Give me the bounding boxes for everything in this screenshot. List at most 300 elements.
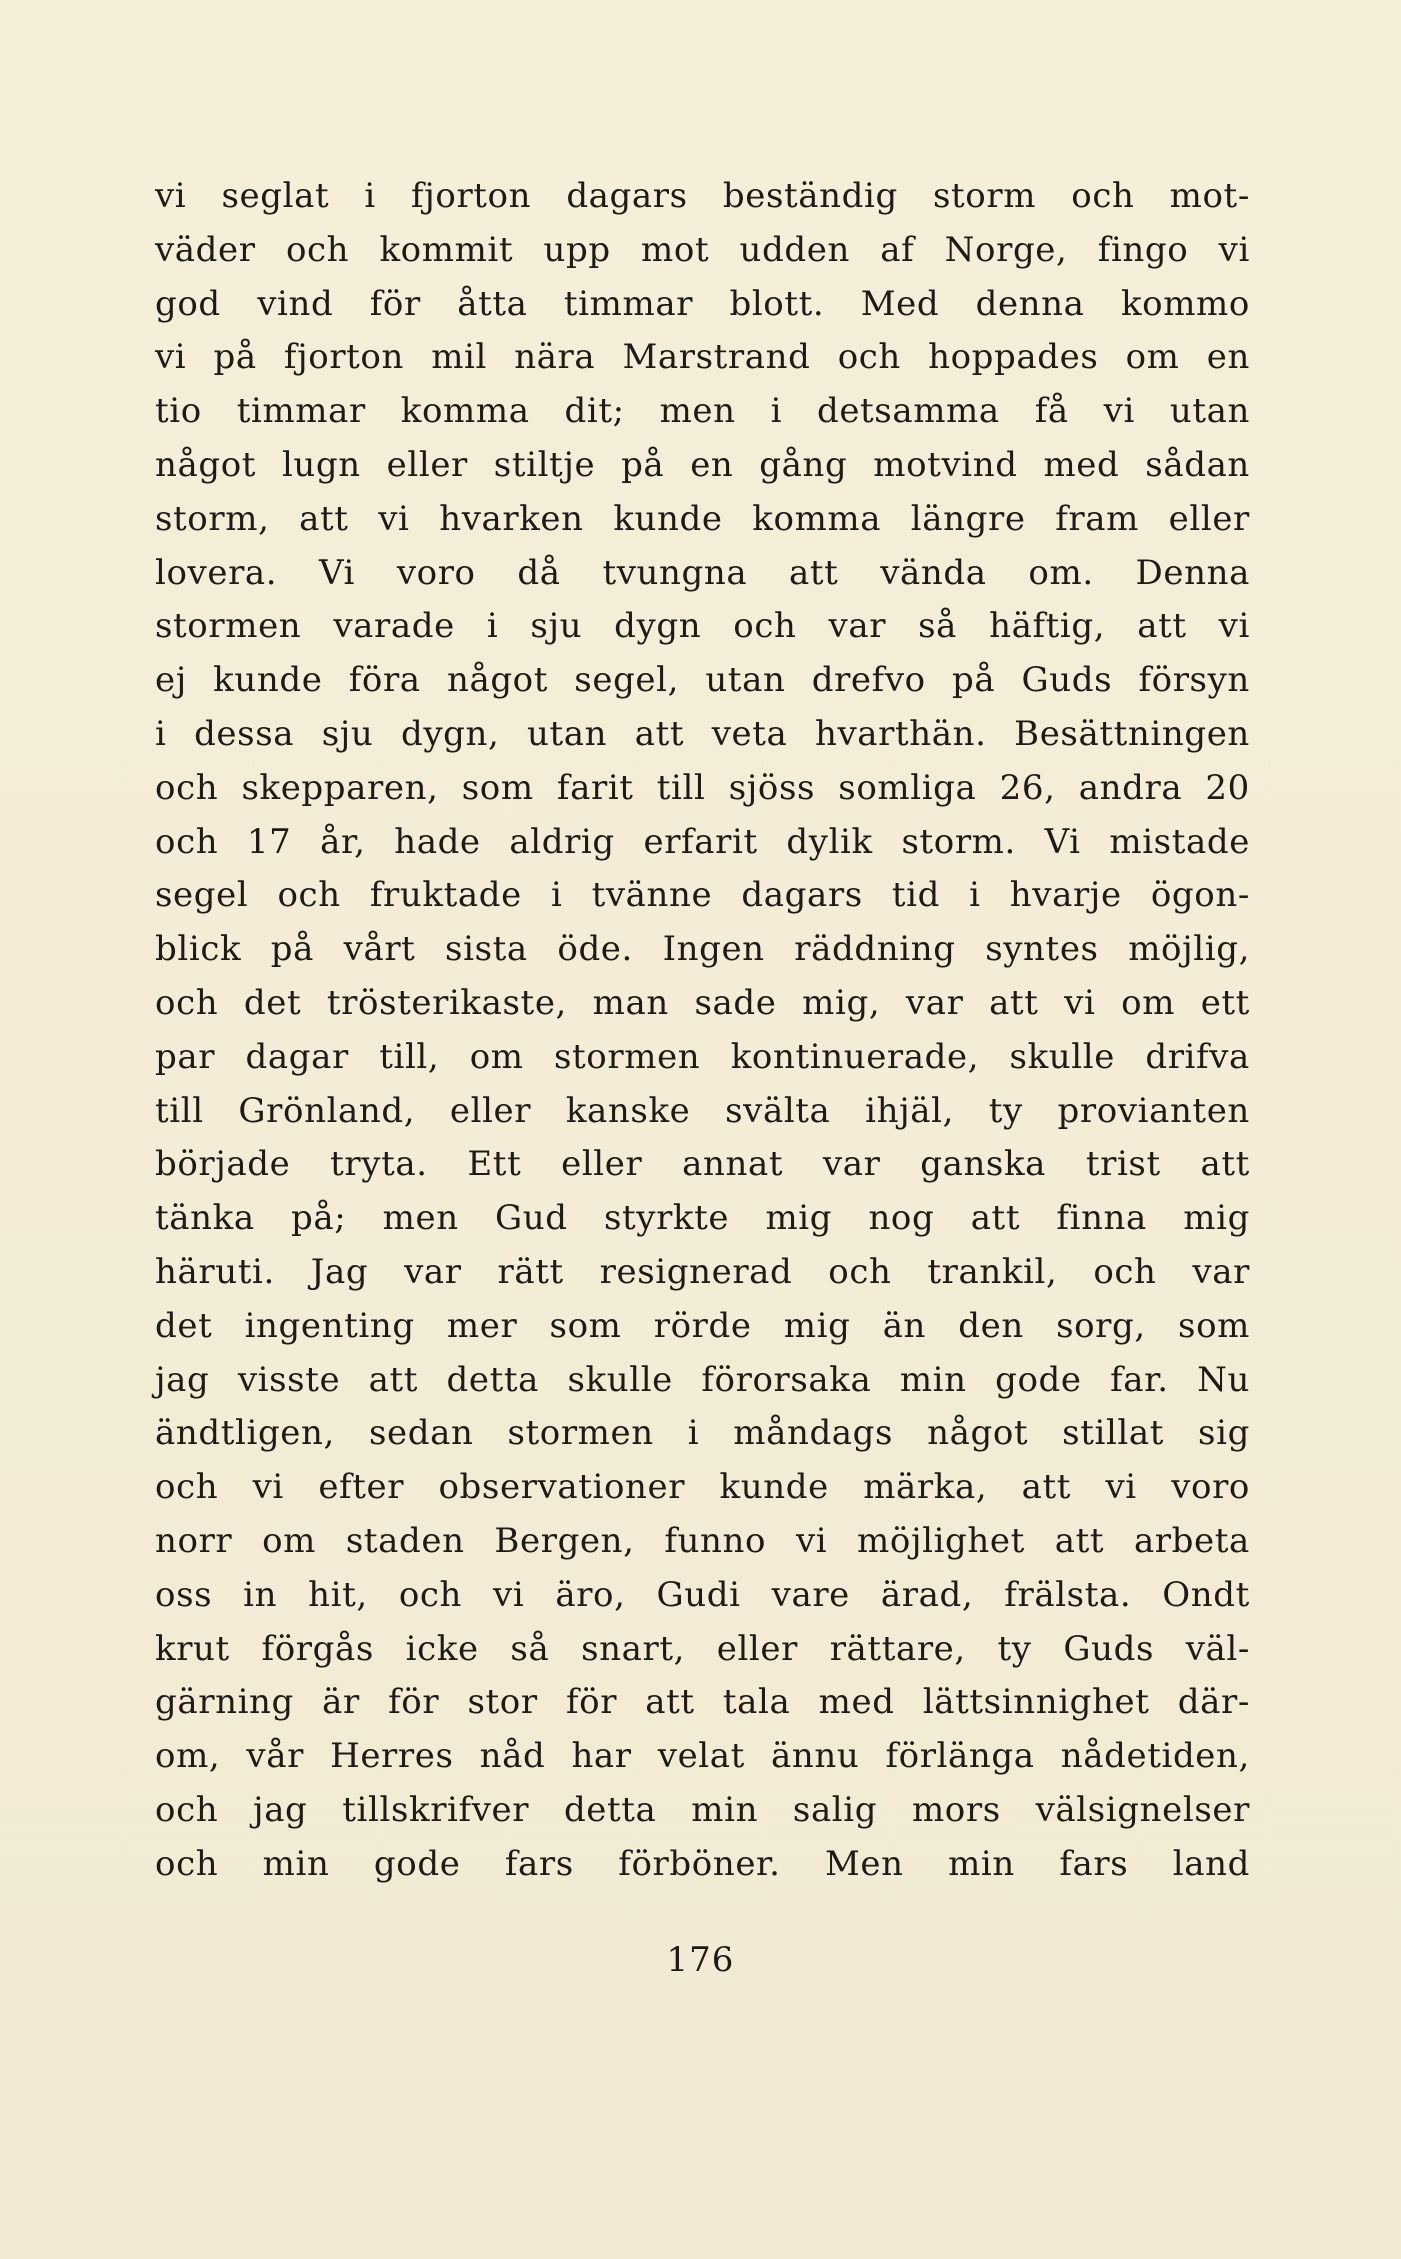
text-line (155, 1838, 1250, 1892)
word: nåd (479, 1736, 546, 1777)
word: och (285, 229, 350, 270)
word: år, (320, 821, 366, 862)
word: att (645, 1682, 695, 1723)
word: utan (705, 660, 786, 701)
word: ännu (771, 1736, 860, 1777)
word: vi (155, 337, 187, 378)
word: märka, (863, 1467, 988, 1508)
word: voro (396, 552, 476, 593)
word: vi (252, 1467, 284, 1508)
word: vi (795, 1520, 828, 1561)
word: stormen (554, 1036, 701, 1077)
word: i (550, 875, 563, 916)
word: dagars (566, 176, 688, 216)
word: somliga (838, 767, 977, 808)
word: lugn (281, 444, 361, 485)
word: är (322, 1682, 360, 1723)
word: mig (1183, 1198, 1250, 1239)
word: vi (155, 176, 187, 216)
word: dagars (741, 875, 863, 916)
text-line (155, 1784, 1250, 1838)
word: där- (1177, 1682, 1250, 1723)
word: veta (711, 713, 788, 754)
text-line (155, 1085, 1250, 1139)
word: längre (910, 498, 1026, 539)
word: sorg, (1056, 1305, 1146, 1346)
word: så (918, 606, 958, 647)
text-line (155, 1676, 1250, 1730)
word: Herres (330, 1736, 454, 1777)
body-text (155, 170, 1250, 1892)
word: mot- (1169, 176, 1250, 216)
word: varade (333, 606, 455, 647)
word: Ondt (1162, 1574, 1250, 1615)
word: ett (1200, 982, 1250, 1023)
word: finna (1056, 1198, 1147, 1239)
word: dygn, (400, 713, 500, 754)
word: segel, (574, 660, 680, 701)
word: än (882, 1305, 927, 1346)
word: för (565, 1682, 618, 1723)
word: vända (880, 552, 987, 593)
word: äro, (555, 1574, 626, 1615)
word: i (486, 606, 499, 647)
word: sade (694, 982, 777, 1023)
word: vi (1105, 1467, 1137, 1508)
word: sådan (1145, 444, 1250, 485)
word: i (969, 875, 981, 916)
text-line (155, 1138, 1250, 1192)
word: upp (543, 229, 611, 270)
word: beständig (722, 176, 898, 216)
word: eller (1168, 498, 1250, 539)
word: kommo (1120, 283, 1250, 324)
word: om, (155, 1736, 221, 1777)
word: fruktade (369, 875, 522, 916)
word: något (155, 444, 257, 485)
word: var (828, 606, 887, 647)
text-line (155, 1730, 1250, 1784)
word: far. (1110, 1359, 1169, 1400)
word: ögon- (1150, 875, 1250, 916)
text-line (155, 493, 1250, 547)
word: sju (321, 713, 374, 754)
word: något (446, 660, 549, 701)
word: och (1093, 1251, 1157, 1292)
word: gärning (155, 1682, 294, 1723)
word: en (1206, 337, 1250, 378)
word: något (927, 1413, 1029, 1454)
word: drifva (1145, 1036, 1250, 1077)
word: att (368, 1359, 419, 1400)
text-line (155, 331, 1250, 385)
word: detta (563, 1789, 657, 1830)
word: farit (556, 767, 634, 808)
word: och (155, 982, 219, 1023)
word: Guds (1063, 1628, 1154, 1669)
word: i (770, 391, 783, 432)
word: gode (995, 1359, 1082, 1400)
word: storm. (901, 821, 1016, 862)
word: hit, (308, 1574, 368, 1615)
text-line (155, 439, 1250, 493)
text-line (155, 278, 1250, 332)
word: ganska (920, 1144, 1047, 1185)
word: stormen (507, 1413, 654, 1454)
word: salig (792, 1789, 878, 1830)
word: sedan (368, 1413, 474, 1454)
word: sjöss (728, 767, 816, 808)
word: häftig, (989, 606, 1106, 647)
text-line (155, 869, 1250, 923)
word: det (155, 1305, 213, 1346)
word: med (818, 1682, 895, 1723)
word: dylik (786, 821, 873, 862)
word: väl- (1185, 1628, 1250, 1669)
word: eller (386, 444, 468, 485)
text-line (155, 1031, 1250, 1085)
word: till, (379, 1036, 440, 1077)
word: trösterikaste, (326, 982, 567, 1023)
word: till (155, 1090, 204, 1131)
text-line (155, 547, 1250, 601)
word: en (690, 444, 734, 485)
word: seglat (221, 176, 330, 216)
word: norr (155, 1520, 233, 1561)
word: förböner. (618, 1843, 781, 1884)
word: motvind (873, 444, 1018, 485)
word: sju (530, 606, 583, 647)
text-line (155, 170, 1250, 224)
word: mors (911, 1789, 1001, 1830)
word: fars (504, 1843, 574, 1884)
word: ej (155, 660, 187, 701)
word: tvungna (602, 552, 748, 593)
word: ingenting (244, 1305, 415, 1346)
word: vi (1103, 391, 1135, 432)
word: 26, (999, 767, 1056, 808)
word: dagar (245, 1036, 349, 1077)
word: måndags (733, 1413, 894, 1454)
word: fjorton (411, 176, 532, 216)
word: mig (783, 1305, 851, 1346)
word: mer (446, 1305, 518, 1346)
word: vind (257, 283, 334, 324)
word: mig (765, 1198, 833, 1239)
word: dessa (194, 713, 295, 754)
word: blick (155, 929, 242, 970)
word: Guds (1021, 660, 1113, 701)
word: Ingen (662, 929, 765, 970)
word: att (1200, 1144, 1250, 1185)
word: och (1071, 176, 1135, 216)
word: eller (716, 1628, 798, 1669)
word: kunde (719, 1467, 829, 1508)
word: om (469, 1036, 524, 1077)
word: Jag (310, 1251, 369, 1292)
word: min (262, 1843, 330, 1884)
word: erfarit (643, 821, 758, 862)
word: hvarthän. (814, 713, 987, 754)
word: ändtligen, (155, 1413, 335, 1454)
word: föra (348, 660, 421, 701)
word: och (828, 1251, 892, 1292)
word: Ett (467, 1144, 522, 1185)
word: andra (1078, 767, 1183, 808)
text-line (155, 1623, 1250, 1677)
word: ty (988, 1090, 1023, 1131)
word: resignerad (599, 1251, 793, 1292)
text-line (155, 1354, 1250, 1408)
text-line (155, 1192, 1250, 1246)
word: som (1178, 1305, 1250, 1346)
word: lättsinnighet (922, 1682, 1150, 1723)
word: stillat (1062, 1413, 1165, 1454)
word: kunde (613, 498, 723, 539)
word: utan (527, 713, 608, 754)
word: tala (722, 1682, 791, 1723)
word: trankil, (927, 1251, 1058, 1292)
word: mistade (1109, 821, 1250, 862)
word: Men (825, 1843, 904, 1884)
word: på; (291, 1198, 347, 1239)
word: par (155, 1036, 216, 1077)
word: utan (1169, 391, 1250, 432)
word: eller (449, 1090, 532, 1131)
word: att (1137, 606, 1187, 647)
word: har (571, 1736, 632, 1777)
word: och (277, 875, 341, 916)
word: drefvo (811, 660, 926, 701)
word: åtta (457, 283, 528, 324)
word: mig, (802, 982, 881, 1023)
word: att (299, 498, 349, 539)
word: som (461, 767, 534, 808)
word: Besättningen (1014, 713, 1250, 754)
word: Gudi (656, 1574, 741, 1615)
text-line (155, 762, 1250, 816)
word: jag (155, 1359, 210, 1400)
word: på (621, 444, 665, 485)
word: på (270, 929, 315, 970)
word: komma (400, 391, 530, 432)
word: ihjäl, (865, 1090, 955, 1131)
word: Norge, (944, 229, 1068, 270)
word: denna (975, 283, 1085, 324)
word: min (691, 1789, 759, 1830)
word: efter (318, 1467, 405, 1508)
word: af (880, 229, 915, 270)
word: timmar (563, 283, 694, 324)
word: få (1034, 391, 1069, 432)
word: eller (561, 1144, 643, 1185)
word: var (822, 1144, 881, 1185)
word: om. (1028, 552, 1094, 593)
word: att (970, 1198, 1021, 1239)
word: staden (345, 1520, 465, 1561)
word: tvänne (591, 875, 713, 916)
word: vi (1218, 606, 1250, 647)
word: vi (1218, 229, 1250, 270)
word: om (1121, 982, 1176, 1023)
word: blott. (729, 283, 825, 324)
word: häruti. (155, 1251, 275, 1292)
word: sig (1198, 1413, 1250, 1454)
word: hade (394, 821, 481, 862)
word: tänka (155, 1198, 255, 1239)
word: nog (868, 1198, 935, 1239)
word: vårt (343, 929, 416, 970)
word: räddning (794, 929, 956, 970)
word: rätt (497, 1251, 564, 1292)
word: skepparen, (241, 767, 439, 808)
word: krut (155, 1628, 230, 1669)
word: på (952, 660, 996, 701)
word: rörde (653, 1305, 752, 1346)
word: Grönland, (238, 1090, 416, 1131)
word: skulle (1009, 1036, 1115, 1077)
word: som (549, 1305, 622, 1346)
word: styrkte (603, 1198, 730, 1239)
word: i (364, 176, 376, 216)
word: att (789, 552, 839, 593)
word: ty (997, 1628, 1032, 1669)
word: hvarken (439, 498, 584, 539)
word: på (213, 337, 257, 378)
word: var (905, 982, 964, 1023)
word: vår (246, 1736, 304, 1777)
word: öde. (557, 929, 633, 970)
word: kunde (213, 660, 323, 701)
word: oss (155, 1574, 213, 1615)
word: rättare, (829, 1628, 966, 1669)
word: började (155, 1144, 291, 1185)
text-line (155, 977, 1250, 1031)
word: hvarje (1009, 875, 1122, 916)
text-line (155, 816, 1250, 870)
word: detsamma (816, 391, 1000, 432)
word: vare (771, 1574, 850, 1615)
word: svälta (725, 1090, 831, 1131)
word: mot (641, 229, 710, 270)
word: då (517, 552, 561, 593)
word: udden (739, 229, 850, 270)
text-line (155, 600, 1250, 654)
word: detta (446, 1359, 540, 1400)
text-line (155, 1461, 1250, 1515)
word: om (262, 1520, 317, 1561)
word: segel (155, 875, 249, 916)
word: Bergen, (494, 1520, 635, 1561)
word: snart, (581, 1628, 686, 1669)
word: var (404, 1251, 462, 1292)
page-number: 176 (666, 1940, 735, 1980)
word: ärad, (880, 1574, 974, 1615)
word: och (733, 606, 797, 647)
word: stormen (155, 606, 302, 647)
word: möjlighet (857, 1520, 1025, 1561)
word: gode (373, 1843, 461, 1884)
word: Nu (1197, 1359, 1250, 1400)
word: jag (253, 1789, 308, 1830)
word: icke (405, 1628, 479, 1669)
word: var (1192, 1251, 1250, 1292)
word: nådetiden, (1060, 1736, 1250, 1777)
word: välsignelser (1035, 1789, 1250, 1830)
word: Vi (1044, 821, 1081, 862)
word: förlänga (885, 1736, 1035, 1777)
word: i (155, 713, 167, 754)
word: förorsaka (701, 1359, 872, 1400)
word: syntes (985, 929, 1099, 970)
word: vi (378, 498, 410, 539)
word: voro (1171, 1467, 1250, 1508)
word: velat (657, 1736, 745, 1777)
word: i (687, 1413, 700, 1454)
word: 20 (1205, 767, 1250, 808)
word: provianten (1057, 1090, 1250, 1131)
word: fingo (1097, 229, 1189, 270)
word: in (243, 1574, 278, 1615)
text-line (155, 654, 1250, 708)
word: min (948, 1843, 1015, 1884)
word: Denna (1135, 552, 1250, 593)
text-line (155, 1515, 1250, 1569)
word: den (958, 1305, 1024, 1346)
word: hoppades (928, 337, 1099, 378)
word: Marstrand (622, 337, 811, 378)
word: fjorton (283, 337, 405, 378)
word: men (382, 1198, 459, 1239)
word: och (155, 821, 219, 862)
word: och (155, 1789, 219, 1830)
word: försyn (1138, 660, 1250, 701)
word: med (1043, 444, 1120, 485)
word: för (388, 1682, 440, 1723)
word: man (592, 982, 669, 1023)
text-line (155, 224, 1250, 278)
word: nära (514, 337, 596, 378)
word: gång (759, 444, 848, 485)
word: 17 (246, 821, 292, 862)
word: god (155, 283, 221, 324)
word: men (659, 391, 736, 432)
word: möjlig, (1128, 929, 1250, 970)
word: funno (664, 1520, 767, 1561)
word: komma (752, 498, 882, 539)
word: förgås (261, 1628, 374, 1669)
word: det (243, 982, 302, 1023)
word: och (398, 1574, 463, 1615)
word: och (155, 767, 219, 808)
word: sista (445, 929, 528, 970)
word: timmar (236, 391, 366, 432)
word: lovera. (155, 552, 278, 593)
text-line (155, 1569, 1250, 1623)
word: arbeta (1133, 1520, 1250, 1561)
word: storm, (155, 498, 270, 539)
text-line (155, 708, 1250, 762)
word: att (989, 982, 1039, 1023)
word: kanske (565, 1090, 691, 1131)
word: min (899, 1359, 967, 1400)
text-line (155, 1407, 1250, 1461)
word: visste (237, 1359, 341, 1400)
word: land (1172, 1843, 1250, 1884)
word: och (155, 1467, 219, 1508)
word: skulle (567, 1359, 673, 1400)
text-line (155, 1246, 1250, 1300)
